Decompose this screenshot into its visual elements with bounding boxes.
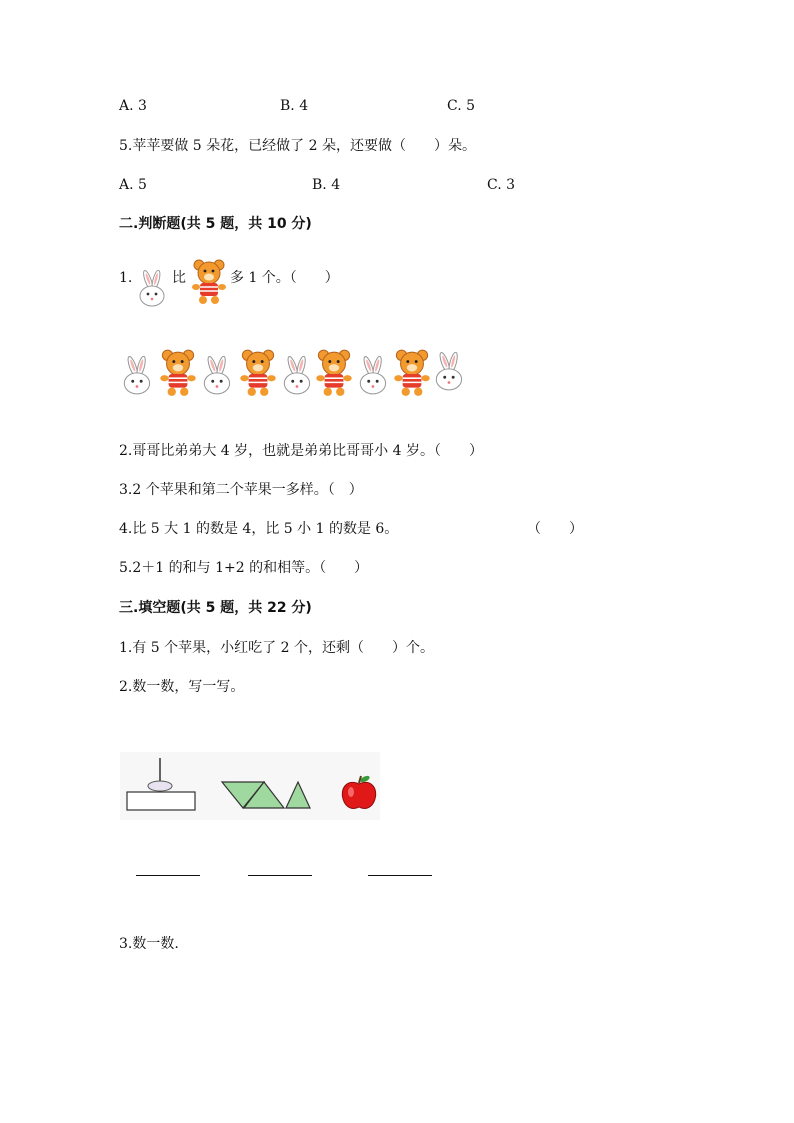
s2-q4-answer-paren: （ ） [527, 521, 583, 537]
s3-q2: 2.数一数，写一写。 [119, 679, 245, 695]
bear-icon [392, 348, 432, 398]
q4-option-b: B. 4 [280, 98, 309, 114]
bear-icon [314, 348, 354, 398]
bear-icon [238, 348, 278, 398]
abacus-stick-icon [124, 756, 200, 814]
q5-option-a: A. 5 [119, 177, 147, 193]
rabbit-icon [198, 356, 238, 396]
q4-option-a: A. 3 [119, 98, 147, 114]
s2-q1-number: 1. [119, 270, 133, 286]
q5-text: 5.苹苹要做 5 朵花，已经做了 2 朵，还要做（ ）朵。 [119, 138, 476, 154]
q4-option-c: C. 5 [447, 98, 476, 114]
apple-icon [338, 774, 380, 812]
section3-title: 三.填空题(共 5 题，共 22 分) [119, 600, 312, 616]
answer-blank-2[interactable] [248, 875, 312, 876]
animal-row [118, 348, 470, 400]
rabbit-icon [134, 270, 172, 308]
triangle-icon [220, 780, 312, 810]
s2-q4: 4.比 5 大 1 的数是 4，比 5 小 1 的数是 6。 [119, 521, 399, 537]
s3-q3: 3.数一数. [119, 936, 179, 952]
rabbit-icon [430, 352, 470, 392]
answer-blank-1[interactable] [136, 875, 200, 876]
q5-option-b: B. 4 [312, 177, 341, 193]
bear-icon [190, 258, 228, 306]
s2-q1-rest: 多 1 个。（ ） [230, 270, 339, 286]
q5-option-c: C. 3 [487, 177, 516, 193]
s3-q1: 1.有 5 个苹果，小红吃了 2 个，还剩（ ）个。 [119, 640, 434, 656]
rabbit-icon [354, 356, 394, 396]
s2-q1-bi: 比 [172, 270, 186, 286]
section2-title: 二.判断题(共 5 题，共 10 分) [119, 216, 312, 232]
s2-q5: 5.2＋1 的和与 1+2 的和相等。（ ） [119, 560, 369, 576]
s2-q3: 3.2 个苹果和第二个苹果一多样。（ ） [119, 482, 363, 498]
s2-q2: 2.哥哥比弟弟大 4 岁，也就是弟弟比哥哥小 4 岁。（ ） [119, 443, 483, 459]
rabbit-icon [118, 356, 158, 396]
rabbit-icon [278, 356, 318, 396]
bear-icon [158, 348, 198, 398]
answer-blank-3[interactable] [368, 875, 432, 876]
